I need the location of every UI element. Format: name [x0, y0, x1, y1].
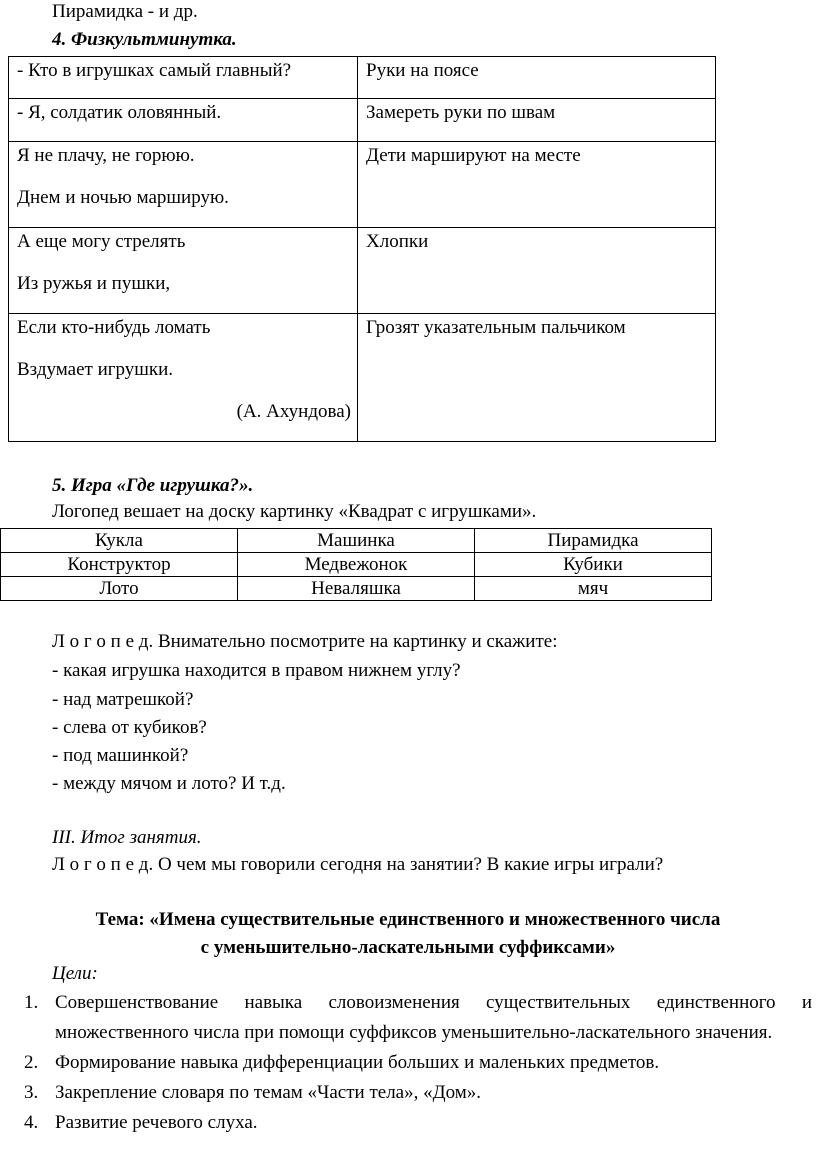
toys-grid [0, 528, 712, 601]
list-item [0, 988, 816, 1048]
table-row [1, 577, 712, 601]
action-cell [358, 99, 716, 142]
grid-cell: Медвежонок [238, 553, 475, 577]
grid-cell: Лото [1, 577, 238, 601]
table-row [1, 553, 712, 577]
list-number: 2. [24, 1052, 39, 1073]
grid-cell: Пирамидка [475, 529, 712, 553]
action-text: Хлопки [366, 231, 429, 252]
goals-label: Цели: [52, 963, 98, 984]
list-number: 1. [24, 992, 39, 1013]
section-4-title: 4. Физкультминутка. [52, 29, 237, 50]
previous-line: Пирамидка - и др. [52, 1, 198, 22]
grid-cell: Неваляшка [238, 577, 475, 601]
goal-text: Совершенствование навыка словоизменения существительных единственного и множественного числа при помощи суффиксов уменьшительно-ласкательного значения. [55, 992, 812, 1043]
list-number: 3. [24, 1082, 39, 1103]
list-item [0, 1078, 816, 1108]
action-cell [358, 228, 716, 314]
words-cell [9, 99, 358, 142]
table-row [9, 99, 716, 142]
verse-line: А еще могу стрелять [17, 231, 186, 252]
action-text: Дети маршируют на месте [366, 145, 581, 166]
game-intro: Логопед вешает на доску картинку «Квадрат с игрушками». [52, 501, 537, 522]
words-cell [9, 142, 358, 228]
poem-author: (А. Ахундова) [236, 401, 351, 422]
section-5-title: 5. Игра «Где игрушка?». [52, 475, 254, 496]
grid-cell: Машинка [238, 529, 475, 553]
verse-line: Если кто-нибудь ломать [17, 317, 211, 338]
speech-line: Л о г о п е д. Внимательно посмотрите на картинку и скажите: [52, 631, 558, 652]
list-item [0, 1108, 816, 1138]
question-line: - слева от кубиков? [52, 717, 207, 738]
topic-heading-line-2: с уменьшительно-ласкательными суффиксами» [200, 937, 616, 958]
topic-heading-line-1: Тема: «Имена существительные единственного и множественного числа [95, 909, 721, 930]
question-line: - какая игрушка находится в правом нижнем углу? [52, 660, 461, 681]
table-row [1, 529, 712, 553]
words-cell [9, 57, 358, 99]
action-text: Грозят указательным пальчиком [366, 317, 626, 338]
verse-line: Днем и ночью марширую. [17, 187, 229, 208]
grid-cell: Кукла [1, 529, 238, 553]
fizminutka-table [8, 56, 716, 442]
words-cell [9, 314, 358, 442]
summary-title: III. Итог занятия. [52, 827, 202, 848]
summary-text: Л о г о п е д. О чем мы говорили сегодня на занятии? В какие игры играли? [52, 854, 664, 875]
question-line: - над матрешкой? [52, 689, 194, 710]
action-text: Руки на поясе [366, 60, 479, 81]
table-row [9, 57, 716, 99]
table-row [9, 228, 716, 314]
list-item [0, 1048, 816, 1078]
grid-cell: мяч [475, 577, 712, 601]
verse-line: Я не плачу, не горюю. [17, 145, 195, 166]
goal-text: Формирование навыка дифференциации больших и маленьких предметов. [55, 1052, 660, 1073]
action-cell [358, 142, 716, 228]
verse-line: - Я, солдатик оловянный. [17, 102, 222, 123]
words-cell [9, 228, 358, 314]
table-row [9, 314, 716, 442]
goals-list [0, 988, 816, 1138]
verse-line: Из ружья и пушки, [17, 273, 171, 294]
question-line: - под машинкой? [52, 745, 189, 766]
grid-cell: Конструктор [1, 553, 238, 577]
action-cell [358, 314, 716, 442]
list-number: 4. [24, 1112, 39, 1133]
action-text: Замереть руки по швам [366, 102, 556, 123]
question-line: - между мячом и лото? И т.д. [52, 773, 286, 794]
goal-text: Закрепление словаря по темам «Части тела», «Дом». [55, 1082, 481, 1103]
verse-line: - Кто в игрушках самый главный? [17, 60, 292, 81]
goal-text: Развитие речевого слуха. [55, 1112, 258, 1133]
verse-line: Вздумает игрушки. [17, 359, 174, 380]
table-row [9, 142, 716, 228]
grid-cell: Кубики [475, 553, 712, 577]
action-cell [358, 57, 716, 99]
